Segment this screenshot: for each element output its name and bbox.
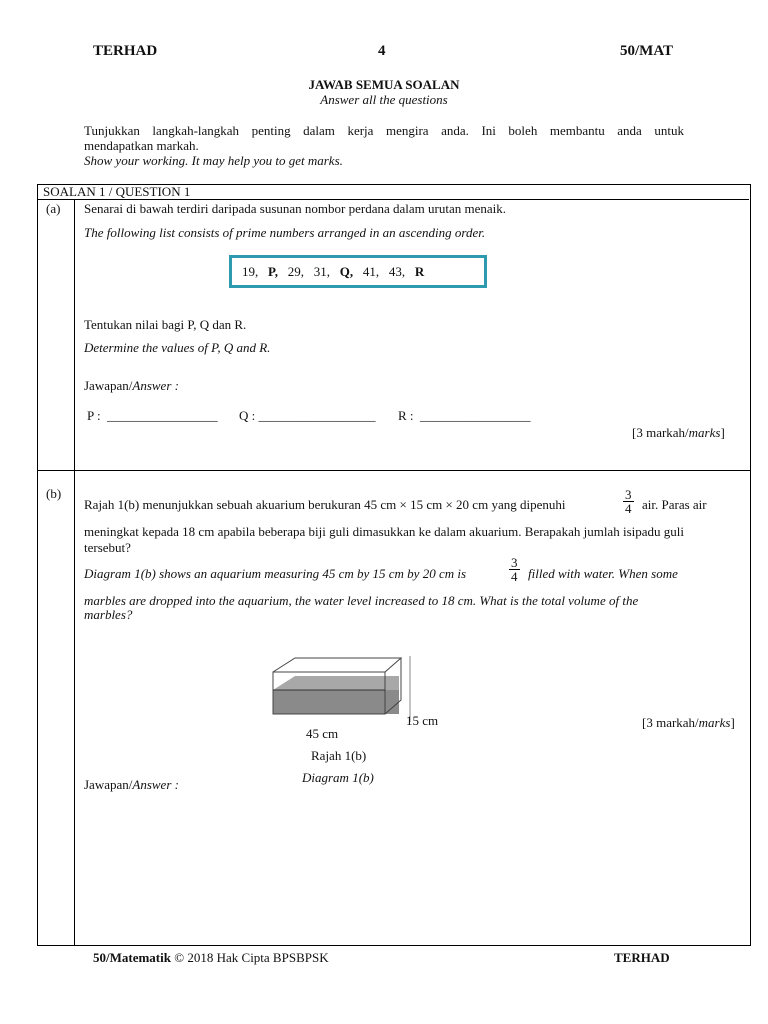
- fraction-three-quarters-english: [509, 556, 520, 583]
- marks-malay: [3 markah/: [632, 425, 689, 440]
- part-b-malay-line1-pre: Rajah 1(b) menunjukkan sebuah akuarium berukuran 45 cm × 15 cm × 20 cm yang dipenuhi: [84, 497, 566, 512]
- part-a-label: (a): [46, 201, 61, 216]
- part-b-label: (b): [46, 486, 62, 501]
- part-a-task-english: Determine the values of P, Q and R.: [84, 340, 271, 355]
- part-b-english-line1-pre: Diagram 1(b) shows an aquarium measuring 45 cm by 15 cm by 20 cm is: [84, 566, 467, 581]
- label-column-divider: [74, 200, 75, 945]
- answer-malay: Jawapan/: [84, 378, 133, 393]
- seq-item-p: P,: [268, 264, 278, 279]
- fraction-numerator: 3: [625, 487, 632, 502]
- seq-item: 19,: [242, 264, 259, 279]
- fraction-three-quarters: [623, 488, 634, 515]
- dimension-depth: 15 cm: [406, 713, 439, 728]
- part-b-malay-line1: [84, 497, 565, 512]
- instruction-malay: [84, 123, 684, 153]
- seq-item: 31,: [313, 264, 330, 279]
- water-top: [273, 676, 399, 690]
- water-front: [273, 690, 399, 714]
- fraction-numerator: 3: [511, 555, 518, 570]
- seq-item-r: R: [414, 264, 425, 279]
- part-divider: [37, 470, 750, 471]
- part-b-english-line2: marbles are dropped into the aquarium, the water level increased to 18 cm. What is the total volume of the: [84, 593, 639, 608]
- marks-english: marks: [698, 715, 731, 730]
- instruction-malay-line2: mendapatkan markah.: [84, 138, 199, 153]
- answer-malay: Jawapan/: [84, 777, 133, 792]
- answer-english: Answer :: [132, 378, 179, 393]
- answer-blank-q[interactable]: Q : __________________: [239, 408, 376, 423]
- diagram-caption-english: Diagram 1(b): [302, 770, 374, 785]
- part-a-marks: [632, 425, 725, 440]
- part-a-answer-label: [84, 378, 179, 393]
- part-b-malay-line2: meningkat kepada 18 cm apabila beberapa biji guli dimasukkan ke dalam akuarium. Berapakah jumlah isipadu guli: [84, 524, 684, 539]
- tank-top-edge: [273, 658, 401, 672]
- seq-item: 29,: [287, 264, 304, 279]
- diagram-caption-malay: Rajah 1(b): [311, 748, 367, 763]
- seq-item-q: Q,: [339, 264, 354, 279]
- fraction-denominator: 4: [625, 501, 632, 516]
- part-b-answer-label: [84, 777, 179, 792]
- answer-blank-p[interactable]: P : _________________: [87, 408, 218, 423]
- part-b-english-line1-post: filled with water. When some: [528, 566, 678, 581]
- part-b-malay-line1-post: air. Paras air: [642, 497, 707, 512]
- part-b-malay-line3: tersebut?: [84, 540, 131, 555]
- part-b-english-line3: marbles?: [84, 607, 133, 622]
- page-number: 4: [378, 43, 386, 59]
- header-right: 50/MAT: [620, 43, 674, 59]
- fraction-denominator: 4: [511, 569, 518, 584]
- header-left: TERHAD: [93, 43, 158, 59]
- footer-left: [93, 950, 329, 966]
- marks-close: ]: [720, 425, 725, 440]
- marks-close: ]: [730, 715, 735, 730]
- seq-item: 41,: [362, 264, 380, 279]
- answer-blank-r[interactable]: R : _________________: [398, 408, 531, 423]
- prime-sequence-box: [229, 255, 487, 288]
- answer-english: Answer :: [132, 777, 179, 792]
- marks-malay: [3 markah/: [642, 715, 699, 730]
- footer-code: 50/Matematik: [93, 950, 171, 965]
- instruction-malay-line1: Tunjukkan langkah-langkah penting dalam kerja mengira anda. Ini boleh membantu anda untuk: [84, 123, 684, 138]
- part-b-answer-area[interactable]: [84, 800, 744, 940]
- part-b-marks: [642, 715, 735, 730]
- question-heading-text: SOALAN 1 / QUESTION 1: [43, 184, 191, 199]
- page-subtitle: Answer all the questions: [320, 92, 448, 107]
- part-a-task-malay: Tentukan nilai bagi P, Q dan R.: [84, 317, 247, 332]
- part-a-english: The following list consists of prime numbers arranged in an ascending order.: [84, 225, 486, 240]
- dimension-width: 45 cm: [306, 726, 339, 741]
- aquarium-diagram: [265, 652, 425, 727]
- marks-english: marks: [688, 425, 721, 440]
- part-a-malay: Senarai di bawah terdiri daripada susunan nombor perdana dalam urutan menaik.: [84, 201, 506, 216]
- footer-copyright: © 2018 Hak Cipta BPSBPSK: [170, 950, 329, 965]
- seq-item: 43,: [388, 264, 406, 279]
- footer-right: TERHAD: [614, 950, 670, 965]
- question-heading: [37, 184, 749, 200]
- page-title: JAWAB SEMUA SOALAN: [308, 77, 460, 92]
- prime-sequence: [242, 264, 424, 280]
- instruction-english: Show your working. It may help you to get marks.: [84, 153, 343, 168]
